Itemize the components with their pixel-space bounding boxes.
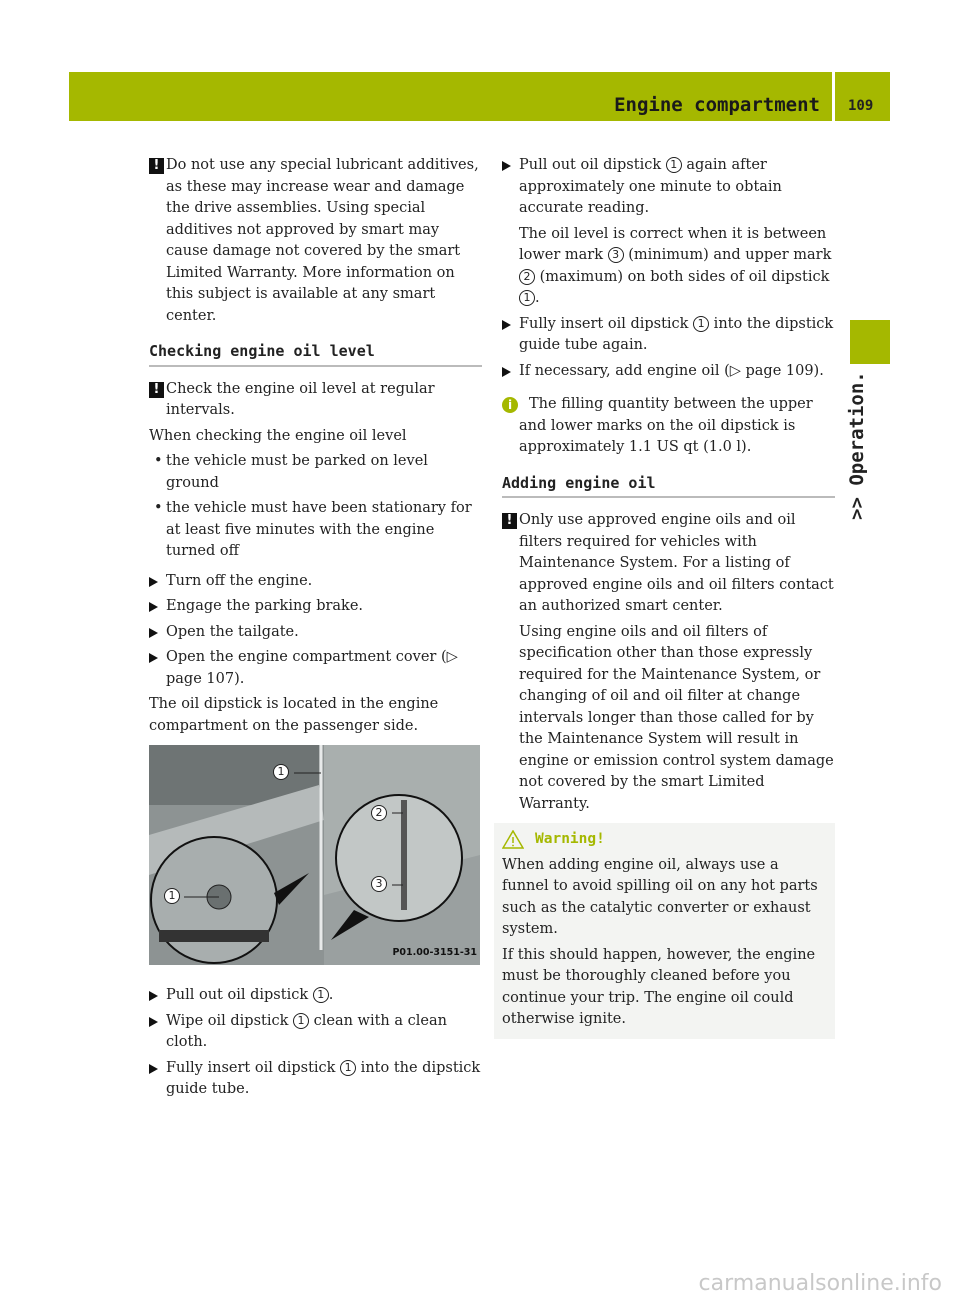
callout-1: 1 bbox=[293, 1013, 309, 1029]
warning-triangle-icon bbox=[502, 830, 524, 849]
intro-text: When checking the engine oil level bbox=[149, 427, 407, 444]
step-text: If necessary, add engine oil (▷ page 109). bbox=[519, 362, 824, 379]
step-item bbox=[149, 647, 482, 690]
step-text: Engage the parking brake. bbox=[166, 598, 364, 614]
caution-note bbox=[149, 379, 482, 422]
callout-1: 1 bbox=[666, 157, 682, 173]
detail-text: (maximum) on both sides of oil dipstick bbox=[535, 268, 830, 285]
step-text: Turn off the engine. bbox=[166, 572, 313, 589]
exclamation-icon: ! bbox=[502, 513, 517, 529]
step-item bbox=[149, 1058, 482, 1101]
step-arrow-icon bbox=[149, 628, 158, 638]
info-text: The filling quantity between the upper and lower marks on the oil dipstick is approximately 1.1 US qt (1.0 l). bbox=[519, 396, 813, 455]
note-text: Only use approved engine oils and oil filters required for vehicles with Maintenance System. For a listing of approved engine oils and oil filters contact an authorized smart center. bbox=[519, 512, 834, 614]
bullet-item bbox=[149, 451, 482, 494]
caution-note bbox=[502, 510, 835, 618]
callout-2: 2 bbox=[371, 805, 387, 821]
bullet-icon: • bbox=[154, 453, 163, 469]
step-arrow-icon bbox=[149, 602, 158, 612]
step-arrow-icon bbox=[502, 320, 511, 330]
page-number: 109 bbox=[848, 98, 874, 114]
callout-1: 1 bbox=[313, 987, 329, 1003]
exclamation-icon: ! bbox=[149, 382, 164, 398]
callout-1: 1 bbox=[519, 290, 535, 306]
step-text: Wipe oil dipstick bbox=[166, 1012, 293, 1029]
left-column bbox=[149, 155, 482, 1105]
step-text: into the dipstick guide tube again. bbox=[519, 315, 834, 353]
callout-2: 2 bbox=[519, 269, 535, 285]
bullet-text: the vehicle must have been stationary for at least five minutes with the engine turned off bbox=[166, 500, 472, 559]
step-text: Open the engine compartment cover (▷ page 107). bbox=[166, 649, 458, 687]
step-text: Pull out oil dipstick bbox=[166, 987, 313, 1003]
step-item bbox=[502, 314, 835, 357]
bullet-text: the vehicle must be parked on level ground bbox=[166, 453, 428, 491]
warning-text: If this should happen, however, the engine must be thoroughly cleaned before you continue your trip. The engine oil could otherwise ignite. bbox=[502, 946, 816, 1027]
step-text: . bbox=[328, 987, 334, 1003]
step-text: into the dipstick guide tube. bbox=[166, 1059, 481, 1097]
step-text: Fully insert oil dipstick bbox=[166, 1059, 341, 1076]
chapter-tab bbox=[850, 320, 890, 364]
warning-text: When adding engine oil, always use a funnel to avoid spilling oil on any hot parts such as the catalytic converter or exhaust system. bbox=[502, 856, 818, 937]
step-arrow-icon bbox=[149, 991, 158, 1001]
section-heading: Checking engine oil level bbox=[149, 341, 482, 367]
step-text: clean with a clean cloth. bbox=[166, 1012, 447, 1050]
chapter-label: >> Operation. bbox=[846, 371, 868, 520]
section-title: Engine compartment bbox=[614, 94, 820, 116]
step-arrow-icon bbox=[149, 1017, 158, 1027]
warning-title bbox=[502, 829, 827, 851]
header-bar bbox=[69, 72, 832, 121]
callout-3: 3 bbox=[371, 876, 387, 892]
page-number-box bbox=[835, 72, 890, 121]
step-item bbox=[502, 155, 835, 220]
watermark: carmanualsonline.info bbox=[698, 1271, 942, 1296]
step-item bbox=[149, 1011, 482, 1054]
step-arrow-icon bbox=[502, 367, 511, 377]
exclamation-icon: ! bbox=[149, 158, 164, 174]
bullet-item bbox=[149, 498, 482, 563]
step-item bbox=[149, 622, 482, 644]
figure-code: P01.00-3151-31 bbox=[392, 946, 477, 958]
caution-note bbox=[149, 155, 482, 327]
step-item bbox=[149, 571, 482, 593]
warning-box bbox=[494, 823, 835, 1039]
step-text: Fully insert oil dipstick bbox=[519, 315, 694, 332]
detail-text: (minimum) and upper mark bbox=[623, 247, 832, 263]
step-arrow-icon bbox=[149, 577, 158, 587]
right-column bbox=[502, 155, 835, 1039]
step-item bbox=[149, 596, 482, 618]
step-item bbox=[502, 361, 835, 383]
step-text: Pull out oil dipstick bbox=[519, 157, 666, 173]
callout-3: 3 bbox=[608, 247, 624, 263]
note-text: Check the engine oil level at regular intervals. bbox=[166, 380, 435, 418]
callout-1: 1 bbox=[340, 1060, 356, 1076]
caution-note-continued: Using engine oils and oil filters of specification other than those expressly required for the Maintenance System, or changing of oil and oil filter at change intervals longer than those called for by the Maintenance System will result in engine or emission control system damage not covered by the smart Limited Warranty. bbox=[519, 623, 834, 812]
step-text: Open the tailgate. bbox=[166, 623, 299, 640]
step-item bbox=[149, 985, 482, 1007]
info-icon: i bbox=[502, 397, 518, 413]
section-heading: Adding engine oil bbox=[502, 473, 835, 499]
step-text: again after approximately one minute to obtain accurate reading. bbox=[519, 157, 782, 216]
step-arrow-icon bbox=[149, 1064, 158, 1074]
location-text: The oil dipstick is located in the engine compartment on the passenger side. bbox=[149, 696, 439, 734]
step-arrow-icon bbox=[502, 161, 511, 171]
detail-text: . bbox=[535, 290, 540, 306]
info-note bbox=[502, 394, 835, 459]
step-arrow-icon bbox=[149, 653, 158, 663]
warning-title-text: Warning! bbox=[535, 831, 605, 847]
engine-illustration bbox=[149, 745, 480, 965]
callout-1: 1 bbox=[693, 316, 709, 332]
dipstick-figure bbox=[149, 745, 480, 965]
step-detail bbox=[502, 224, 835, 310]
detail-text: The oil level is correct when it is between lower mark bbox=[519, 225, 827, 263]
callout-1: 1 bbox=[164, 888, 180, 904]
note-text: Do not use any special lubricant additives, as these may increase wear and damage the drive assemblies. Using special additives not approved by smart may cause damage not covered by the smart Limited Warranty. More information on this subject is available at any smart center. bbox=[166, 157, 479, 324]
callout-1: 1 bbox=[273, 764, 289, 780]
bullet-icon: • bbox=[154, 500, 163, 516]
